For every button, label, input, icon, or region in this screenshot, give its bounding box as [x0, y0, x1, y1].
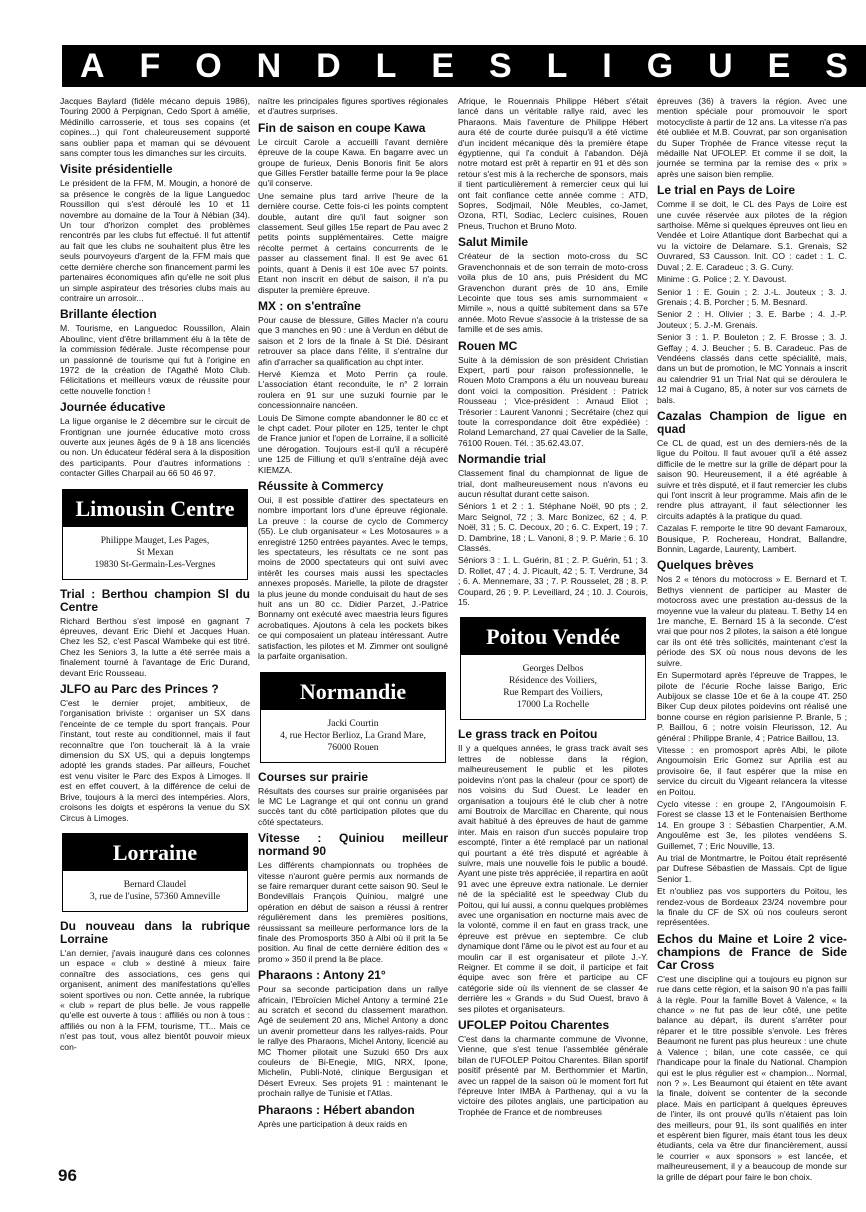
contact-line: Rue Rempart des Voiliers,	[503, 688, 603, 699]
section-heading: Salut Mimile	[458, 235, 529, 250]
paragraph: En Supermotard après l'épreuve de Trappes, le pilote de l'écurie Roche laisse Barigo, Eric Aubijoux se classe 10e et 6e à la coupe 4T. 250 Biker Cup deux pilotes poidevins ont réalisé une bonne course en région parisienne P. Branle, 5 ; P. Baillou, 6 ; notre voisin Fleurisson, 12. Au général : Philippe Branle, 4 ; Patrice Baillou, 13.	[657, 670, 847, 743]
banner-letter: G	[646, 46, 676, 85]
paragraph: Vitesse : en promosport après Albi, le pilote Angoumoisin Eric Gomez sur Aprilia est au provisoire 6e, il faut espérer que la mise en service du circuit du Vigeant relancera la vitesse en Poitou.	[657, 744, 847, 797]
paragraph: Et n'oubliez pas vos supporters du Poitou, les rendez-vous de Bordeaux 23/24 novembre pour la finale du CF de SX où nos couleurs seront représentées.	[657, 886, 847, 928]
paragraph: Pour cause de blessure, Gilles Macler n'a couru que 3 manches en 90 : une à Verdun en début de saison et 2 lors de la finale à St Dié. Désirant retrouver sa place dans l'élite, il s'entraîne dur afin d'arracher sa qualification au chpt inter.	[258, 314, 448, 367]
section-heading: JLFO au Parc des Princes ?	[60, 682, 219, 697]
banner-letter: D	[316, 46, 343, 85]
section-heading: Vitesse : Quiniou meilleur normand 90	[258, 831, 448, 859]
banner-letter: F	[139, 46, 163, 85]
page-number: 96	[58, 1166, 77, 1185]
paragraph: Cyclo vitesse : en groupe 2, l'Angoumoisin F. Forest se classe 13 et le Fontenaisien Berthome 14. En groupe 3 : Sébastien Charpentier, A.M. Angoulême est 3e, les pilotes vendéens S. Guillemet, 7 ; Eric Nouville, 13.	[657, 798, 847, 851]
contact-line: Jacki Courtin	[327, 718, 379, 729]
paragraph: Nos 2 « ténors du motocross » E. Bernard et T. Bethys viennent de participer au Master de motocross avec une prestation au-dessus de la moyenne vue la valeur du plateau. T. Bethy 14 en 1re manche, E. Bernard 15 à la seconde. C'est vrai que pour nos 2 pilotes, la saison a été longue car ils ont été très sollicités, maintenant c'est la période des SX où nous nous devons de les suivre.	[657, 574, 847, 668]
section-heading: Brillante élection	[60, 307, 157, 322]
league-contact	[63, 527, 247, 579]
paragraph: Classement final du championnat de ligue de trial, dont malheureusement nous n'avons eu aucun résultat durant cette saison.	[458, 468, 648, 499]
league-title: Lorraine	[63, 834, 247, 871]
column-3	[458, 96, 648, 1119]
paragraph: Oui, il est possible d'attirer des spectateurs en nombre important lors d'une épreuve régionale. La preuve : la course de cyclo de Commercy (55). Le club organisateur « Les Motosaures » a enregistré 1250 entrées payantes. Avec le temps, les spectateurs, les résultats ce ne sont pas moins de 2000 spectateurs qui ont suivi avec intérêt les courses mais aussi les spectacles annexes proposés. Marielle, la pilote de dragster la plus jeune du monde conduisait du haut de ses huit ans un 80 cc. Didier Parzet, J.-Patrice Bonnamy ont exécuté avec maestria leurs figures acrobatiques. Ajoutons à cela les pockets bikes ce qui composaient un plateau intéressant. Autre satisfaction, les pilotes et M. Zimmer ont souligné la parfaite organisation.	[258, 495, 448, 662]
section-heading: Cazalas Champion de ligue en quad	[657, 408, 847, 436]
league-box-limousin	[62, 489, 248, 580]
paragraph: Une semaine plus tard arrive l'heure de la dernière course. Cette fois-ci les points comptent double, autant dire qu'il faut soigner son classement. Seul gilles 15e repart de Pau avec 2 petits points supplémentaires. Cette maigre récolte permet à certains concurrents de le passer au classement final. Il est 9e avec 61 points, quant à Denis il est 10e avec 57 points. Etant non inscrit en début de saison, il n'a pu disputer la première épreuve.	[258, 190, 448, 295]
league-box-lorraine	[62, 833, 248, 912]
banner-letter: S	[825, 46, 850, 85]
paragraph: Louis De Simone compte abandonner le 80 cc et le chpt cadet. Pour piloter en 125, tenter le chpt de France junior et l'open de Lorraine, il a sollicité une dérogation. Toujours est-il qu'il a récupéré une 125 de Filliung et qu'il s'entraîne déjà avec KIEMZA.	[258, 412, 448, 475]
contact-line: Philippe Mauget, Les Pages,	[100, 535, 210, 546]
paragraph: Jacques Baylard (fidèle mécano depuis 1986), Touring 2000 à Perpignan, Cedo Sport à amélie, Médinillo carrosserie, et tous ses copains (et copines...) qui l'ont chaleureusement supporté sans oublier papa et maman qui se dévouent sans compter tous les dimanches sur les circuits.	[60, 96, 250, 159]
section-heading: Echos du Maine et Loire 2 vice-champions de France de Side Car Cross	[657, 931, 847, 972]
paragraph: Séniors 1 et 2 : 1. Stéphane Noël, 90 pts ; 2. Marc Seignol, 72 ; 3. Marc Bonizec, 62 ; 4. P. Noël, 31 ; 5. C. Decoux, 20 ; 6. C. Expert, 19 ; 7. D. Dambrine, 18 ; L. Vanoni, 8 ; 9. P. Marie ; 6. 10 Classés.	[458, 501, 648, 554]
paragraph: Ce CL de quad, est un des derniers-nés de la ligue du Poitou. Il faut avouer qu'il a été assez difficile de le mettre sur la grille de départ pour la saison 90. Heureusement, il a été agréable à suivre et très disputé, et il faut remercier les clubs qui l'ont inscrit à leur programme. Mais afin de le rendre plus attrayant, il faut sélectionner les circuits adaptés à la pratique du quad.	[657, 437, 847, 521]
banner-letter: E	[767, 46, 793, 85]
banner-letter: E	[431, 46, 457, 85]
paragraph: Il y a quelques années, le grass track avait ses lettres de noblesse dans la région, malheureusement le public et les pilotes poidevins n'ont pas la chaleur (pour ce sport) de nos voisins du Sud Ouest. Le leader en organisation a toujours été le club cher à notre ami Boutroix de Marcillac en Charente, qui nous avait habitué à des épreuves de haut de gamme inter. Mais en raison d'un succès populaire trop escompté, l'inter a été remplacé par un national qui pourtant a été très disputé et agréable à suivre, mais une nouvelle fois le public a boudé. Ayant une piste très appréciée, il repartira en août 91 avec une épreuve extra nationale. Le dernier né de la spécialité est le speedway Club du Poitou, qui lui aussi, a connu quelques problèmes avec une organisation en nocturne mais avec de la volonté, comme il en faut en grass track, une épreuve est prévue en septembre. Ce club dynamique dont l'âme ou le pivot est au four et au moulin car il est organisateur et pilote J.-Y. Reigner. Et comme il se doit, il participe et fait équipe avec son frère et participe au CF catégorie side où ils viennent de se classer 4e derrière les « Grands » du Sud Ouest, bravo à ses pilotes et organisateurs.	[458, 743, 648, 1014]
section-heading: Réussite à Commercy	[258, 479, 384, 493]
paragraph: Afrique, le Rouennais Philippe Hébert s'était lancé dans un véritable rallye raid, avec les Pharaons. Mais l'aventure de Philippe Hébert aura été de courte durée puisqu'il a été victime d'un incident mécanique dès la première étape égyptienne, qui l'a conduit à l'abandon. Déjà notre motard est prêt à repartir en 91 et dès son retour s'est mis à la recherche de sponsors, mais il tient particulièrement à remercier ceux qui lui ont fait confiance cette année comme : ATD, Sopres, Sodjmail, Nôle Meubles, co-Jamet, Ozona, RTI, Sodiac, Leclerc cuisines, Rouen Pneus, Truchon et Bruno Moto.	[458, 96, 648, 231]
banner-letter: L	[546, 46, 570, 85]
league-box-normandie	[260, 672, 446, 763]
league-title: Limousin Centre	[63, 490, 247, 527]
banner-letter: A	[80, 46, 107, 85]
paragraph: Après une participation à deux raids en	[258, 1118, 408, 1129]
section-banner	[62, 45, 866, 87]
column-4	[657, 96, 847, 1184]
contact-line: Georges Delbos	[522, 664, 584, 675]
contact-line: 19830 St-Germain-Les-Vergnes	[94, 559, 216, 570]
paragraph: Senior 3 : 1. P. Bouleton ; 2. F. Brosse ; 3. J. Geffay ; 4. J. Beucher ; 5. B. Caradeuc. Pas de Vendéens classés dans cette spécialité, mais, dans un but de promotion, le MC Yonnais a inscrit au calendrier 91 un Trial Nat qui se déroulera le 12 mai à Cugano, 85, à noter sur vos carnets de bals.	[657, 332, 847, 405]
section-heading: Normandie trial	[458, 452, 547, 467]
paragraph: Suite à la démission de son président Christian Expert, parti pour raison professionnelle, le Rouen Moto Crampons a élu un nouveau bureau dont voici la composition. Président : Patrick Rousseau ; Vice-président : Arnaud Eliot ; Trésorier : Laurent Vanonni ; Secrétaire (chez qui toute la correspondance doit être expédiée) : Roland Lemarchand, 27 quai Cavelier de la Salle, 76100 Rouen. Tél. : 35.62.43.07.	[458, 354, 648, 448]
paragraph: Senior 2 : H. Olivier ; 3. E. Barbe ; 4. J.-P. Jouteux ; 5. J.-M. Grenais.	[657, 309, 847, 330]
section-heading: Rouen MC	[458, 338, 518, 353]
contact-line: 17000 La Rochelle	[516, 700, 590, 711]
section-heading: Journée éducative	[60, 400, 166, 415]
paragraph: Senior 1 : E. Gouin ; 2. J.-L. Jouteux ; 3. J. Grenais ; 4. B. Porcher ; 5. M. Besnard.	[657, 286, 847, 307]
banner-letter: U	[708, 46, 735, 85]
paragraph: Comme il se doit, le CL des Pays de Loire est une cuvée réservée aux pilotes de la région sarthoise. Même si quelques épreuves ont lieu en Vendée et Loire Atlantique dont Barbechat qui a vu la victoire de Delamare. S.1. Grenais, S2 Ouvrared, S3 Causson. Init. CO : cadet : 1. C. Duval ; 2. E. Caradeuc ; 3. G. Cuny.	[657, 199, 847, 272]
banner-letter: I	[602, 46, 614, 85]
section-heading: Courses sur prairie	[258, 769, 369, 784]
contact-line: 3, rue de l'usine, 57360 Amneville	[89, 891, 221, 902]
league-contact	[63, 871, 247, 911]
section-heading: MX : on s'entraîne	[258, 298, 361, 313]
contact-line: 4, rue Hector Berlioz, La Grand Mare,	[280, 730, 426, 741]
banner-letter: N	[256, 46, 284, 85]
league-title: Normandie	[261, 673, 445, 710]
league-contact	[461, 655, 645, 719]
section-heading: Le grass track en Poitou	[458, 727, 598, 742]
paragraph: Le président de la FFM, M. Mougin, a honoré de sa présence le congrès de la ligue Languedoc Roussillon qui s'est déroulé les 10 et 11 novembre au domaine de la Tour à Nébian (34). Un tour d'horizon complet des problèmes rencontrés par les clubs fut effectué. Il fut attentif au fait que les clubs ne souhaitent plus être les seuls pourvoyeurs d'argent de la FFM mais que cette dernière cherche son financement parmi les partenaires économiques afin qu'elle ne soit plus un simple aspirateur des trésories clubs mais au contraire un arrosoir...	[60, 178, 250, 303]
paragraph: Minime : G. Police ; 2. Y. Davoust.	[657, 274, 787, 285]
paragraph: Créateur de la section moto-cross du SC Gravenchonnais et de son terrain de moto-cross voila plus de 10 ans, puis Président du MC Gravenchon durant près de 10 ans, Emile Lecointe que tous ses amis surnommaient « Mimile », nous a quitté subitement dans sa 57e année. Moto Revue s'associe à la tristesse de sa famille et de ses amis.	[458, 251, 648, 335]
paragraph: La ligue organise le 2 décembre sur le circuit de Frontignan une journée éducative moto cross ouverte aux jeunes âgés de 9 à 18 ans licenciés ou non. Un éducateur fédéral sera à la disposition des participants. Pour d'autres informations : contacter Gilles Charpail au 66 50 46 97.	[60, 416, 250, 479]
section-heading: Pharaons : Hébert abandon	[258, 1102, 415, 1117]
paragraph: C'est le dernier projet, ambitieux, de l'organisation briviste : organiser un SX dans l'enceinte de ce temple du sport français. Pour l'instant, tout reste au conditionnel, mais il faut reconnaître que l'on toucherait là à la vraie dimension du SX US, qui a depuis longtemps adopté les grands stades. Par ailleurs, Fouchet est venu visiter le Parc des Expos à Limoges. Il est en effet couvert, à la différence de celui de Brive, toujours à la merci des intempéries. Alors, croisons les doigts et espérons la venue du SX Circus à Limoges.	[60, 698, 250, 823]
paragraph: Le circuit Carole a accueilli l'avant dernière épreuve de la coupe Kawa. En bagarre avec un groupe de furieux, Denis Bonoris finit 5e alors que Gilles Ferstler bataille ferme pour la 9e place qu'il conserve.	[258, 136, 448, 189]
section-heading: Quelques brèves	[657, 558, 754, 573]
column-1	[60, 96, 250, 1054]
paragraph: L'an dernier, j'avais inauguré dans ces colonnes un espace « club » destiné à mieux faire connaître des associations, ces gens qui organisent, animent des manifestations qu'elles soient sportives ou non. Cette année, la rubrique « club » repart de plus belle. Je vous rappelle qu'elle est ouverte à tous : affiliés ou non à tous : affiliés ou non à la FFM, tourisme, TT... Mais ce n'est pas tout, vous allez bientôt pouvoir mieux con-	[60, 947, 250, 1052]
league-box-poitou	[460, 617, 646, 720]
paragraph: Séniors 3 : 1. L. Guérin, 81 ; 2. P. Guérin, 51 ; 3. D. Rollet, 47 ; 4. J. Picault, 42 ; 5. T. Verdrune, 34 ; 6. A. Mennemare, 33 ; 7. P. Rousselet, 28 ; 8. P. Coupard, 26 ; 9. P. Leveillard, 24 ; 10. J. Courois, 15.	[458, 555, 648, 608]
section-heading: Fin de saison en coupe Kawa	[258, 120, 426, 135]
paragraph: M. Tourisme, en Languedoc Roussillon, Alain Aboulinc, vient d'être brillamment élu à la tête de la commission fédérale. Juste récompense pour un passionné de tourisme qui fut à l'origine en 1972 de la création de l'Agathé Moto Club. Félicitations et meilleurs vœux de réussite pour cette nouvelle fonction !	[60, 323, 250, 396]
paragraph: Richard Berthou s'est imposé en gagnant 7 épreuves, devant Eric Diehl et Jacques Huan. Chez les S2, c'est Pascal Wambeke qui est titré. Chez les Seniors 3, la lutte a été serrée mais a finalement tourné à l'avantage de Eric Durand, devant Eric Rousseau.	[60, 615, 250, 678]
contact-line: 76000 Rouen	[327, 742, 379, 753]
section-heading: Visite présidentielle	[60, 162, 173, 177]
contact-line: Bernard Claudel	[123, 879, 187, 890]
paragraph: épreuves (36) à travers la région. Avec une mention spéciale pour promouvoir le sport motocycliste à partir de 12 ans. La vitesse n'a pas été oubliée et M.B. Couvrat, par son organisation du Super Trophée de France vitesse reçut la médaille Nat UFOLEP. Et comme il se doit, la journée se termina par la remise des « prix » après une saison bien remplie.	[657, 96, 847, 179]
league-title: Poitou Vendée	[461, 618, 645, 655]
paragraph: Au trial de Montmartre, le Poitou était représenté par Dufrese Sébastien de Massais. Cpt de ligue Senior 1.	[657, 853, 847, 884]
section-heading: Du nouveau dans la rubrique Lorraine	[60, 918, 250, 946]
paragraph: Hervé Kiemza et Moto Perrin ça roule. L'association étant reconduite, le n° 2 lorrain roulera en 91 sur une suzuki fournie par le concessionnaire nancéen.	[258, 368, 448, 411]
banner-letter: S	[488, 46, 514, 85]
league-contact	[261, 710, 445, 762]
banner-letter: O	[195, 46, 224, 85]
section-heading: UFOLEP Poitou Charentes	[458, 1018, 610, 1033]
paragraph: naître les principales figures sportives régionales et d'autres surprises.	[258, 96, 448, 117]
paragraph: Les différents championnats ou trophées de vitesse n'auront guère permis aux normands de se faire remarquer durant cette saison 90. Seul le Bondevillais François Quiniou, malgré une opération en début de saison a réussi à rentrer régulièrement dans les premières positions, réussissant sa meilleure performance lors de la finale des Promosports 350 à Albi où il prit la 5e position. Au final de cette dernière édition des « promo » 350 il prend la 8e place.	[258, 860, 448, 964]
contact-line: St Mexan	[136, 547, 174, 558]
section-heading: Le trial en Pays de Loire	[657, 183, 796, 198]
column-2	[258, 96, 448, 1131]
paragraph: Résultats des courses sur prairie organisées par le MC Le Lagrange et qui ont connu un grand succès tant du côté participation pilotes que du côté spectateurs.	[258, 785, 448, 827]
paragraph: C'est dans la charmante commune de Vivonne, Vienne, que s'est tenue l'assemblée générale bilan de l'UFOLEP Poitou Charentes. Bilan sportif positif présenté par M. Berthommier et Martin, avec un rappel de la saison où le moment fort fut l'épreuve Inter IMBA à Parthenay, qui a vu la victoire des pilotes anglais, une participation au Trophée de France et de nombreuses	[458, 1034, 648, 1117]
contact-line: Résidence des Voiliers,	[508, 676, 598, 687]
paragraph: C'est une discipline qui a toujours eu pignon sur rue dans cette région, et la saison 90 n'a pas failli à la règle. Pour la famille Bovet à Valence, « la chance » ne fut pas de leur côté, une petite balance au départ, ils durent s'arrêter pour réparer et le titre possible s'envole. Les frères Beaumont ne furent pas plus heureux : une chute à Valence ; bilan, une cote cassée, ce qui l'handicape pour la finale du National. Champion qui est le plus régulier est « champion... Normal, non ? ». Les Beaumont qui étaient en tête avant la finale, doivent se contenter de la seconde place. Mais en participant à quelques épreuves de l'inter, ils ont prouvé qu'ils n'étaient pas loin des meilleurs, pour 91, ils sont qualifiés en inter et espèrent bien figurer, mais étant tous les deux étudiants, cela va être dur financièrement, aussi le courrier « aux sponsors » est lancée, et malheureusement, il y a beaucoup de monde sur la grille de départ pour faire le bon choix.	[657, 973, 847, 1182]
paragraph: Pour sa seconde participation dans un rallye africain, l'Ebroïcien Michel Antony a terminé 21e au scratch et second du classement marathon. Agé de seulement 20 ans, Michel Antony a donc un avenir prometteur dans les rallyes-raids. Pour le rallye des Pharaons, Michel Antony, licencié au MC Thomer pilotait une Suzuki 650 Drs aux couleurs de Bi-Enegie, MIG, NRX, Ipone, Michelin, Publi-Noté, clinique Bergusigan et Désert Evreux. Ses projets 91 : maintenant le prochain rallye de Tunisie et l'Atlas.	[258, 984, 448, 1099]
section-heading: Pharaons : Antony 21°	[258, 968, 386, 983]
banner-letter: L	[375, 46, 399, 85]
paragraph: Cazalas F. remporte le titre 90 devant Famaroux, Bousique, P. Rochereau, Hondrat, Ballandre, Bonnin, Lagarde, Laurenty, Lambert.	[657, 523, 847, 555]
section-heading: Trial : Berthou champion Sl du Centre	[60, 586, 250, 614]
